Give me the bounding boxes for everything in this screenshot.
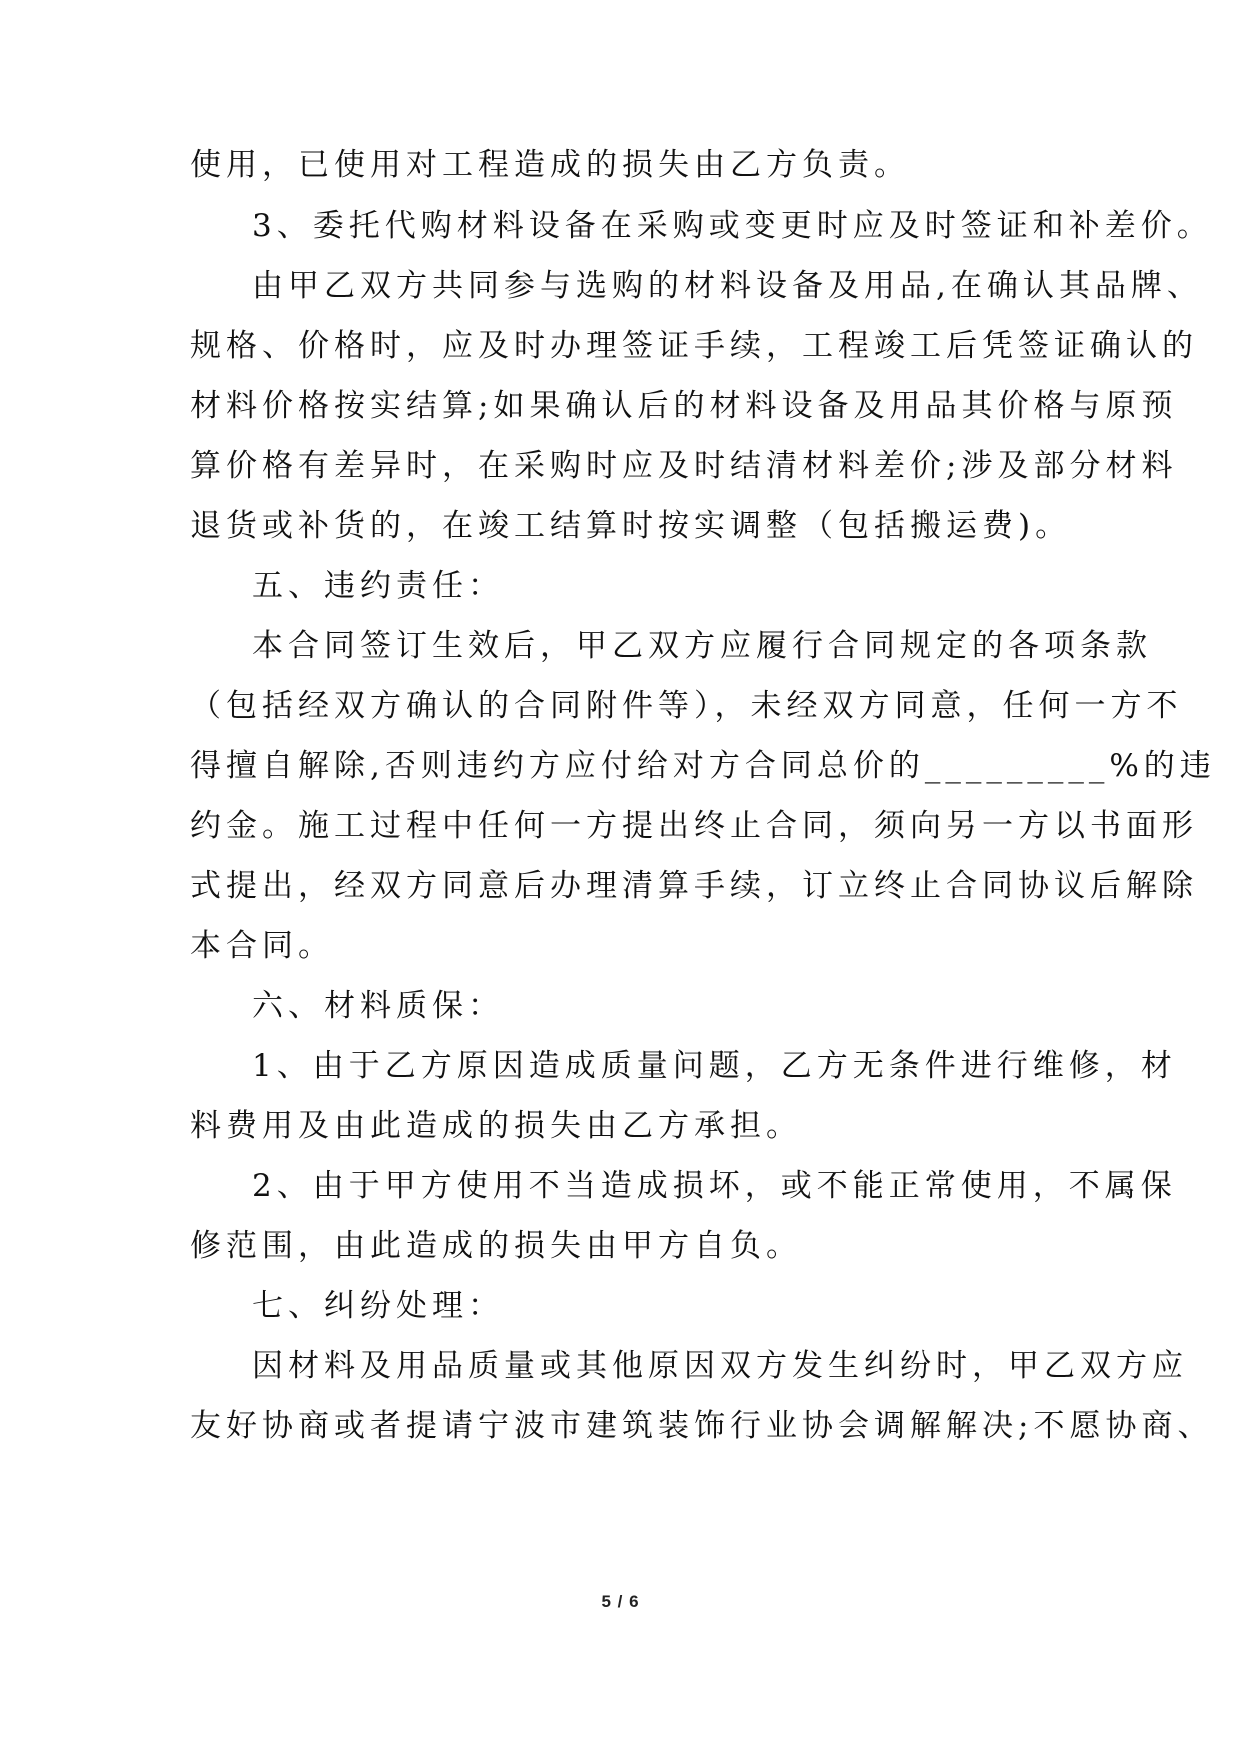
paragraph-line: 2、由于甲方使用不当造成损坏，或不能正常使用，不属保 bbox=[252, 1168, 1177, 1204]
paragraph-line: 友好协商或者提请宁波市建筑装饰行业协会调解解决;不愿协商、 bbox=[190, 1408, 1214, 1444]
paragraph-line: 由甲乙双方共同参与选购的材料设备及用品,在确认其品牌、 bbox=[252, 268, 1203, 304]
section-heading: 五、违约责任： bbox=[252, 568, 504, 604]
paragraph-line: （包括经双方确认的合同附件等），未经双方同意，任何一方不 bbox=[190, 688, 1183, 724]
paragraph-line: 退货或补货的，在竣工结算时按实调整（包括搬运费)。 bbox=[190, 508, 1072, 544]
paragraph-line: 得擅自解除,否则违约方应付给对方合同总价的_________%的违 bbox=[190, 748, 1216, 784]
paragraph-line: 修范围，由此造成的损失由甲方自负。 bbox=[190, 1228, 802, 1264]
paragraph-line: 料费用及由此造成的损失由乙方承担。 bbox=[190, 1108, 802, 1144]
paragraph-line: 1、由于乙方原因造成质量问题，乙方无条件进行维修，材 bbox=[252, 1048, 1177, 1084]
paragraph-line: 约金。施工过程中任何一方提出终止合同，须向另一方以书面形 bbox=[190, 808, 1198, 844]
paragraph-line: 规格、价格时，应及时办理签证手续，工程竣工后凭签证确认的 bbox=[190, 328, 1198, 364]
paragraph-line: 材料价格按实结算;如果确认后的材料设备及用品其价格与原预 bbox=[190, 388, 1178, 424]
paragraph-line: 使用，已使用对工程造成的损失由乙方负责。 bbox=[190, 147, 910, 183]
section-heading: 六、材料质保： bbox=[252, 988, 504, 1024]
paragraph-line: 3、委托代购材料设备在采购或变更时应及时签证和补差价。 bbox=[252, 208, 1213, 244]
page-number: 5 / 6 bbox=[601, 1592, 640, 1611]
paragraph-line: 算价格有差异时，在采购时应及时结清材料差价;涉及部分材料 bbox=[190, 448, 1178, 484]
paragraph-line: 本合同。 bbox=[190, 928, 334, 964]
section-heading: 七、纠纷处理： bbox=[252, 1288, 504, 1324]
paragraph-line: 因材料及用品质量或其他原因双方发生纠纷时，甲乙双方应 bbox=[252, 1348, 1188, 1384]
paragraph-line: 本合同签订生效后，甲乙双方应履行合同规定的各项条款 bbox=[252, 628, 1152, 664]
paragraph-line: 式提出，经双方同意后办理清算手续，订立终止合同协议后解除 bbox=[190, 868, 1198, 904]
